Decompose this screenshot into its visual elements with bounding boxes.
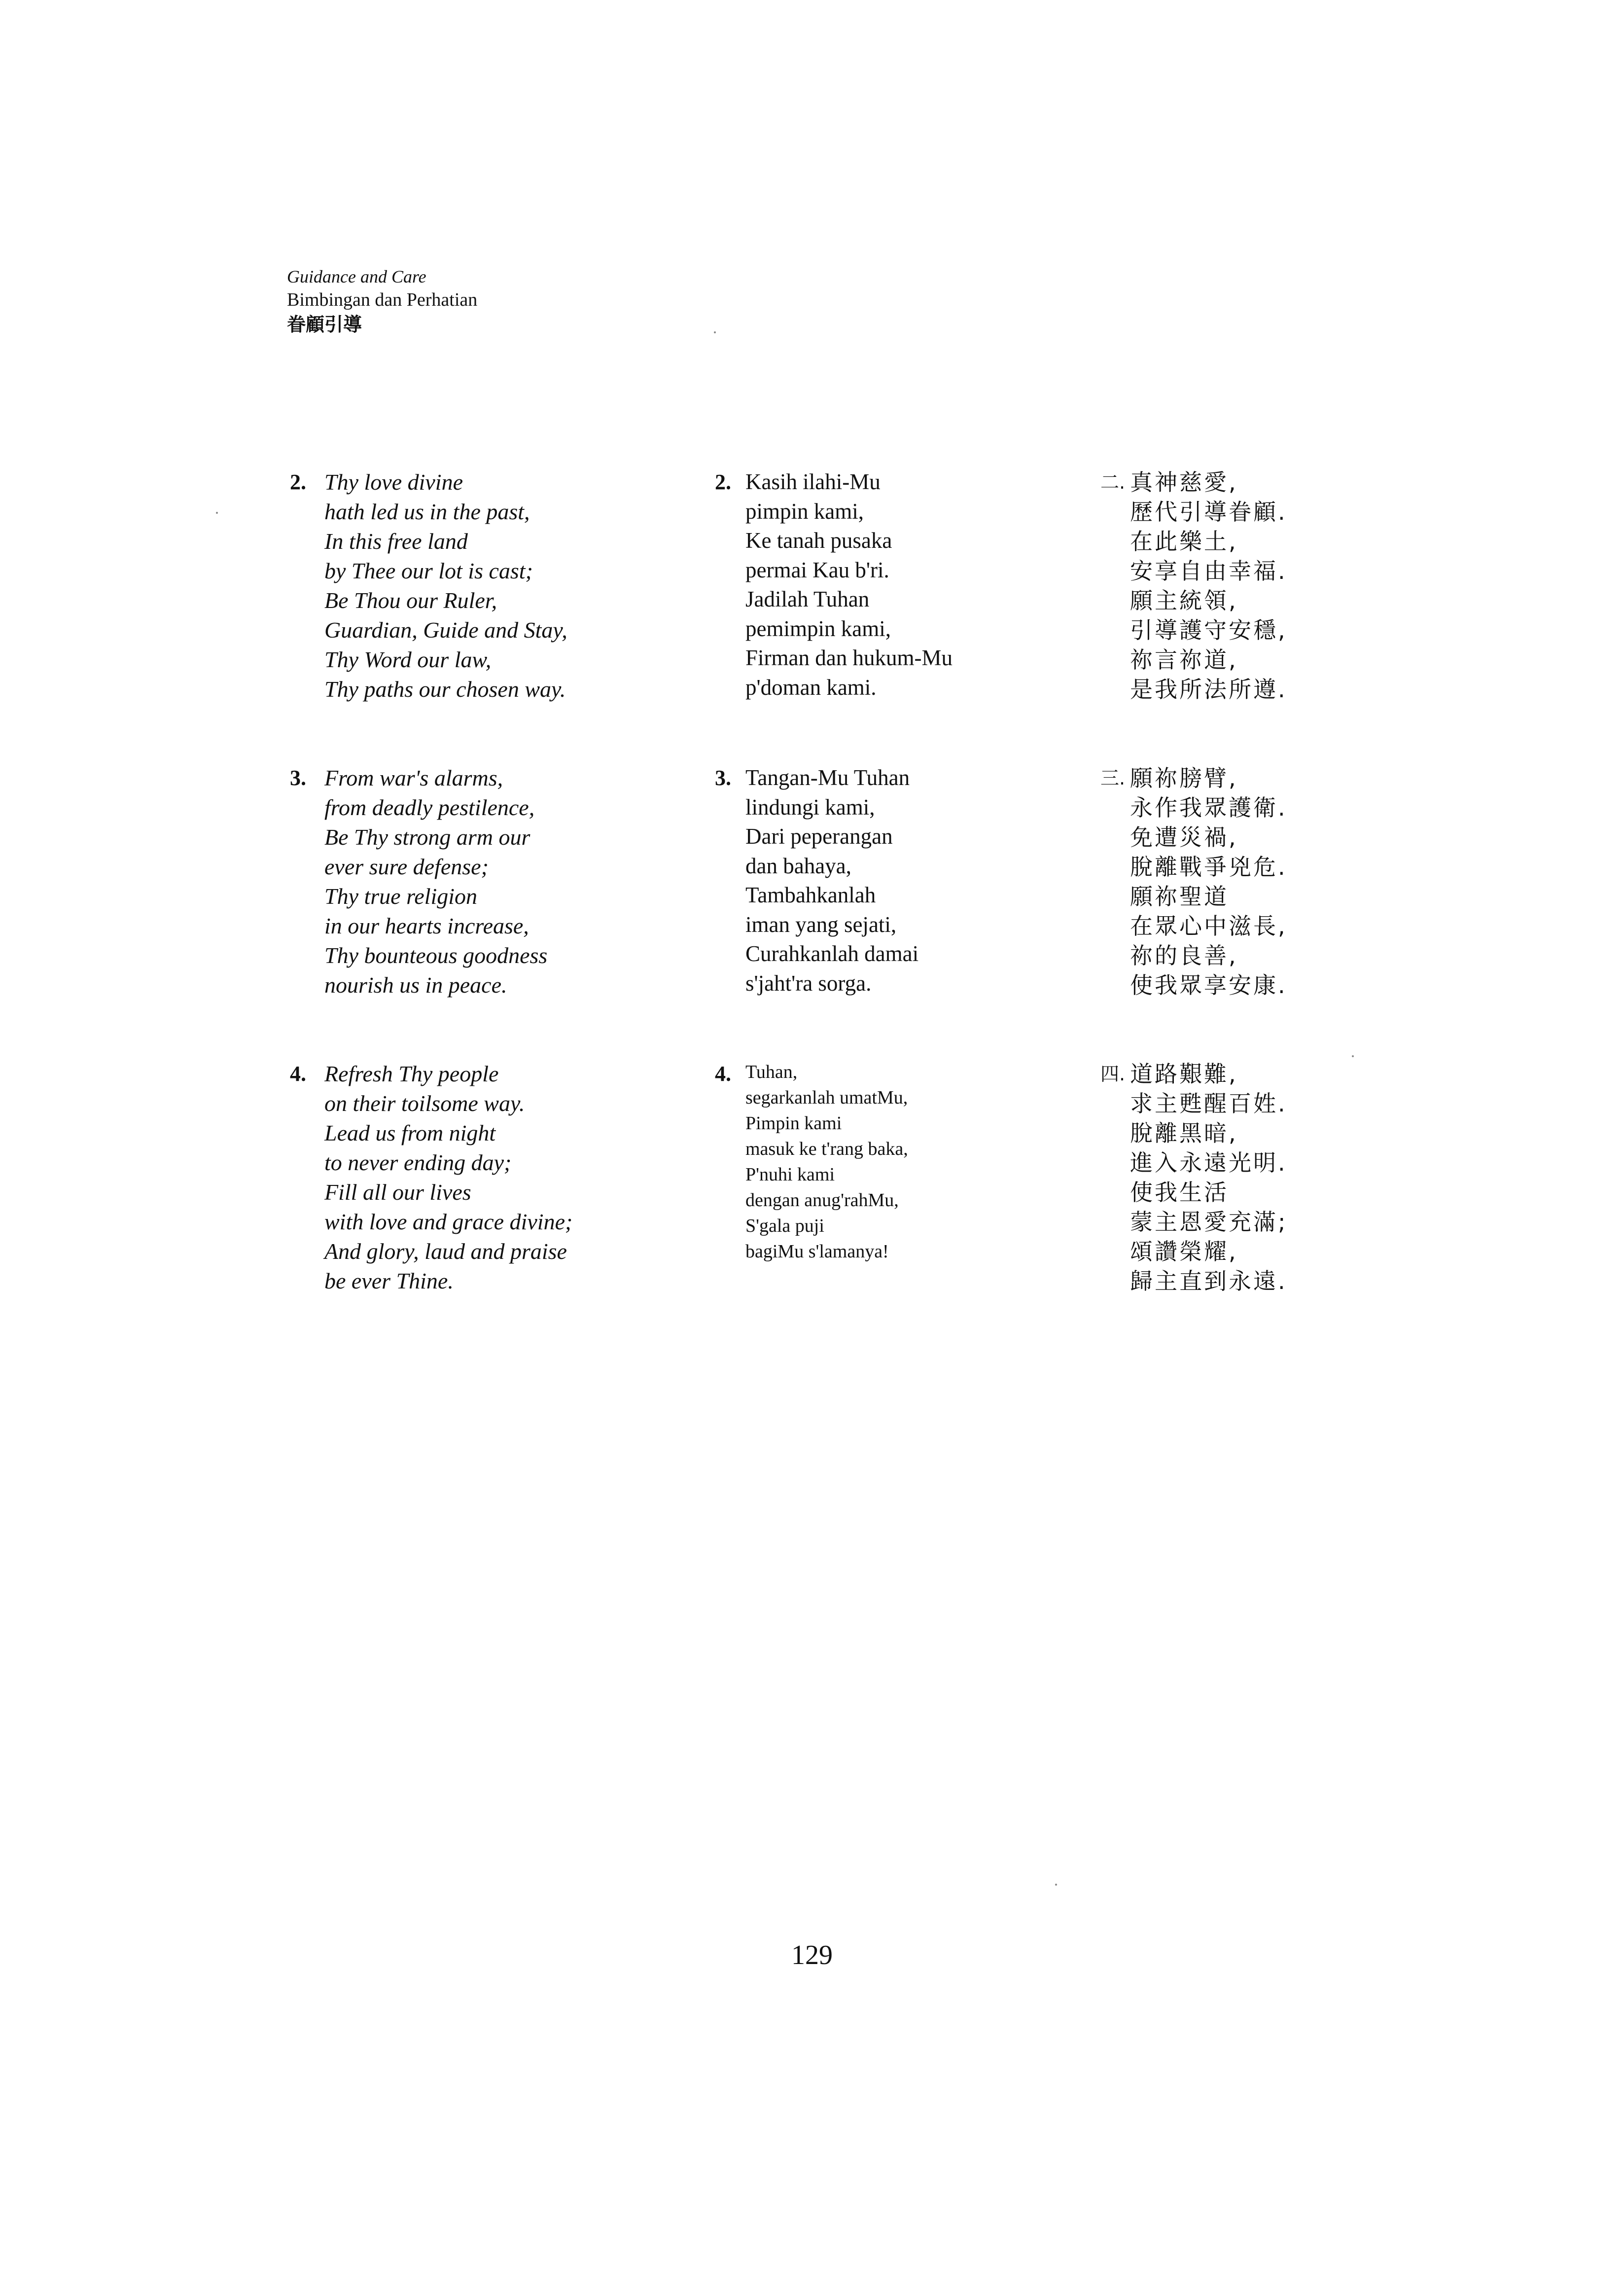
verse-line: 安享自由幸福.: [1130, 558, 1287, 584]
verse-number: 2.: [715, 470, 731, 494]
verse-line: 永作我眾護衛.: [1130, 794, 1287, 821]
verse-number: 三.: [1100, 767, 1126, 789]
verse-line: Tangan-Mu Tuhan: [745, 765, 910, 790]
verse-line: Thy paths our chosen way.: [324, 677, 566, 702]
scan-speck: [1055, 1884, 1057, 1886]
verse-line: Refresh Thy people: [324, 1061, 499, 1086]
scan-speck: [714, 331, 716, 333]
verse-number: 4.: [290, 1062, 306, 1086]
verse-lines: [324, 763, 547, 1000]
verse-line: hath led us in the past,: [324, 499, 530, 524]
verse-line: pemimpin kami,: [745, 616, 891, 641]
section-title-english: Guidance and Care: [287, 267, 426, 286]
verse-lines: [745, 467, 953, 702]
verse-line: Tuhan,: [745, 1062, 798, 1082]
verse-number: 3.: [715, 766, 731, 790]
verse-line: 使我眾享安康.: [1130, 972, 1287, 999]
verse-line: segarkanlah umatMu,: [745, 1087, 908, 1108]
verse-line: 脫離戰爭兇危.: [1130, 854, 1287, 880]
verse-line: 進入永遠光明.: [1130, 1149, 1287, 1176]
verse-line: lindungi kami,: [745, 794, 875, 820]
verse-line: permai Kau b'ri.: [745, 557, 889, 582]
verse-line: with love and grace divine;: [324, 1209, 573, 1234]
section-title-chinese: 眷顧引導: [287, 314, 362, 335]
verse-line: dan bahaya,: [745, 853, 851, 878]
scan-speck: [216, 512, 218, 514]
verse-line: from deadly pestilence,: [324, 795, 535, 820]
verse-lines: [1130, 1059, 1288, 1296]
verse-line: Be Thy strong arm our: [324, 824, 530, 850]
verse-line: s'jaht'ra sorga.: [745, 970, 872, 996]
verse-line: Thy love divine: [324, 469, 463, 495]
verse-line: Thy Word our law,: [324, 647, 492, 672]
verse-line: In this free land: [324, 529, 468, 554]
verse-line: 脫離黑暗,: [1130, 1120, 1238, 1146]
verse-line: Be Thou our Ruler,: [324, 588, 497, 613]
verse-line: 願主統領,: [1130, 587, 1238, 614]
verse-line: Thy true religion: [324, 884, 478, 909]
verse-line: p'doman kami.: [745, 675, 877, 700]
verse-line: 在眾心中滋長,: [1130, 913, 1287, 939]
verse-line: 願祢膀臂,: [1130, 765, 1238, 791]
verse-number: 四.: [1100, 1063, 1126, 1085]
verse-number: 3.: [290, 766, 306, 790]
verse-line: 是我所法所遵.: [1130, 676, 1287, 703]
verse-number: 4.: [715, 1062, 731, 1086]
verse-line: bagiMu s'lamanya!: [745, 1241, 889, 1262]
verse-lines: [324, 467, 567, 704]
verse-line: 歸主直到永遠.: [1130, 1268, 1287, 1294]
verse-line: 祢言祢道,: [1130, 646, 1238, 673]
verse-line: nourish us in peace.: [324, 972, 507, 998]
verse-lines: [745, 1059, 908, 1264]
verse-line: 引導護守安穩,: [1130, 617, 1287, 644]
verse-line: 祢的良善,: [1130, 942, 1238, 969]
verse-lines: [324, 1059, 572, 1296]
verse-line: Jadilah Tuhan: [745, 587, 870, 611]
verse-line: Thy bounteous goodness: [324, 943, 548, 968]
verse-line: Guardian, Guide and Stay,: [324, 617, 567, 643]
verse-line: S'gala puji: [745, 1216, 824, 1236]
verse-line: Dari peperangan: [745, 824, 893, 849]
verse-line: iman yang sejati,: [745, 912, 897, 937]
verse-line: Firman dan hukum-Mu: [745, 645, 953, 670]
verse-line: 使我生活: [1130, 1179, 1229, 1206]
verse-lines: [1130, 467, 1287, 704]
verse-line: 頌讚榮耀,: [1130, 1238, 1238, 1265]
verse-line: by Thee our lot is cast;: [324, 558, 533, 583]
verse-line: 免遭災禍,: [1130, 824, 1238, 851]
verse-line: Kasih ilahi-Mu: [745, 469, 881, 494]
verse-line: 道路艱難,: [1130, 1061, 1238, 1087]
verse-line: And glory, laud and praise: [324, 1239, 567, 1264]
verse-line: to never ending day;: [324, 1150, 512, 1175]
verse-line: dengan anug'rahMu,: [745, 1190, 899, 1211]
verse-line: Fill all our lives: [324, 1180, 471, 1205]
verse-line: pimpin kami,: [745, 499, 864, 524]
verse-lines: [1130, 763, 1287, 1000]
verse-line: Ke tanah pusaka: [745, 528, 892, 553]
verse-line: Pimpin kami: [745, 1113, 842, 1134]
verse-number: 二.: [1100, 471, 1126, 493]
verse-number: 2.: [290, 470, 306, 494]
verse-line: 求主甦醒百姓.: [1130, 1090, 1287, 1117]
verse-line: on their toilsome way.: [324, 1091, 525, 1116]
verse-line: masuk ke t'rang baka,: [745, 1139, 908, 1159]
verse-line: in our hearts increase,: [324, 913, 529, 938]
verse-line: 願祢聖道: [1130, 883, 1229, 910]
section-title-indonesian: Bimbingan dan Perhatian: [287, 289, 478, 310]
verse-line: Lead us from night: [324, 1120, 496, 1145]
verse-line: From war's alarms,: [324, 765, 503, 790]
verse-line: Tambahkanlah: [745, 883, 876, 907]
page-header: [287, 265, 477, 337]
verse-line: 在此樂土,: [1130, 528, 1238, 555]
verse-line: 蒙主恩愛充滿;: [1130, 1209, 1288, 1235]
verse-line: 歷代引導眷顧.: [1130, 499, 1287, 525]
verse-line: P'nuhi kami: [745, 1164, 835, 1185]
verse-lines: [745, 763, 918, 998]
verse-line: Curahkanlah damai: [745, 941, 919, 966]
verse-line: 真神慈愛,: [1130, 469, 1238, 496]
scan-speck: [1352, 1055, 1354, 1057]
page-number: 129: [791, 1940, 833, 1970]
verse-line: ever sure defense;: [324, 854, 489, 879]
verse-line: be ever Thine.: [324, 1268, 454, 1293]
